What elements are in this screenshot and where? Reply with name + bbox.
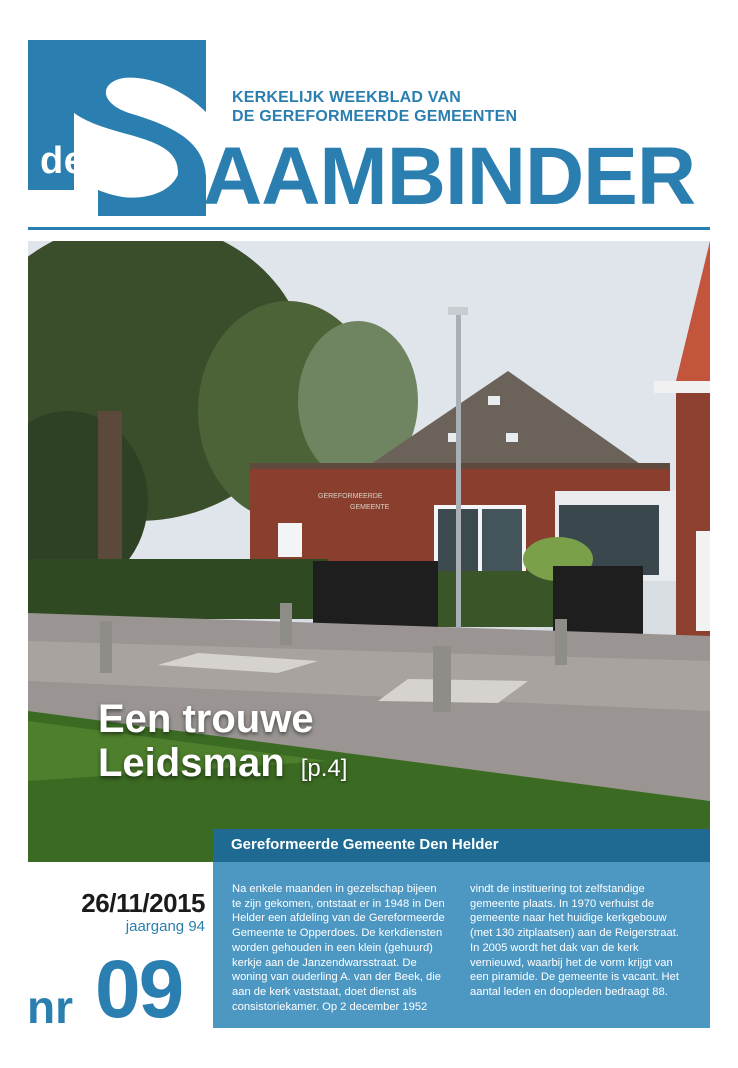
headline-line-1: Een trouwe [98, 697, 314, 741]
masthead-title: AAMBINDER [203, 131, 696, 222]
article-title: Gereformeerde Gemeente Den Helder [231, 836, 499, 853]
masthead-tagline [232, 88, 517, 126]
tagline-line-1: KERKELIJK WEEKBLAD VAN [232, 89, 462, 106]
headline-line-2-text: Leidsman [98, 741, 285, 785]
page-reference: [p.4] [300, 755, 348, 782]
issue-date: 26/11/2015 [81, 888, 205, 918]
tagline-line-2: DE GEREFORMEERDE GEMEENTEN [232, 108, 518, 125]
building-sign-1: GEREFORMEERDE [318, 493, 383, 500]
article-body [213, 862, 710, 1028]
building-sign-2: GEMEENTE [350, 504, 390, 511]
issue-volume: jaargang 94 [125, 918, 205, 935]
article-column-2: vindt de instituering tot zelfstandige gemeente plaats. In 1970 verhuist de gemeente naar het huidige kerkgebouw (met 130 zitplaatsen) aan de Reigerstraat. In 2005 wordt het dak van de kerk vernieuwd, waarbij het de vorm krijgt van een piramide. De gemeente is vacant. Het aantal leden en doopleden bedraagt 88. [470, 883, 679, 998]
masthead [0, 0, 738, 232]
article-column-1: Na enkele maanden in gezelschap bijeen te zijn gekomen, ontstaat er in 1948 in Den Helder een afdeling van de Gereformeerde Gemeente te Opperdoes. De kerkdiensten worden gehouden in een klein (gehuurd) kerkje aan de Janzendwarsstraat. De woning van ouderling A. van der Beek, die aan de kerk vaststaat, doet dienst als consistoriekamer. Op 2 december 1952 [232, 883, 445, 1013]
cover-headline [98, 697, 347, 791]
cover-photo [28, 241, 710, 862]
logo-big-s [28, 40, 206, 216]
logo-prefix: de [40, 140, 86, 182]
issue-number-label: nr [27, 981, 73, 1033]
issue-number: 09 [95, 944, 183, 1035]
masthead-rule [28, 227, 710, 230]
headline-line-2 [98, 741, 347, 791]
article-header-bar [213, 829, 710, 862]
